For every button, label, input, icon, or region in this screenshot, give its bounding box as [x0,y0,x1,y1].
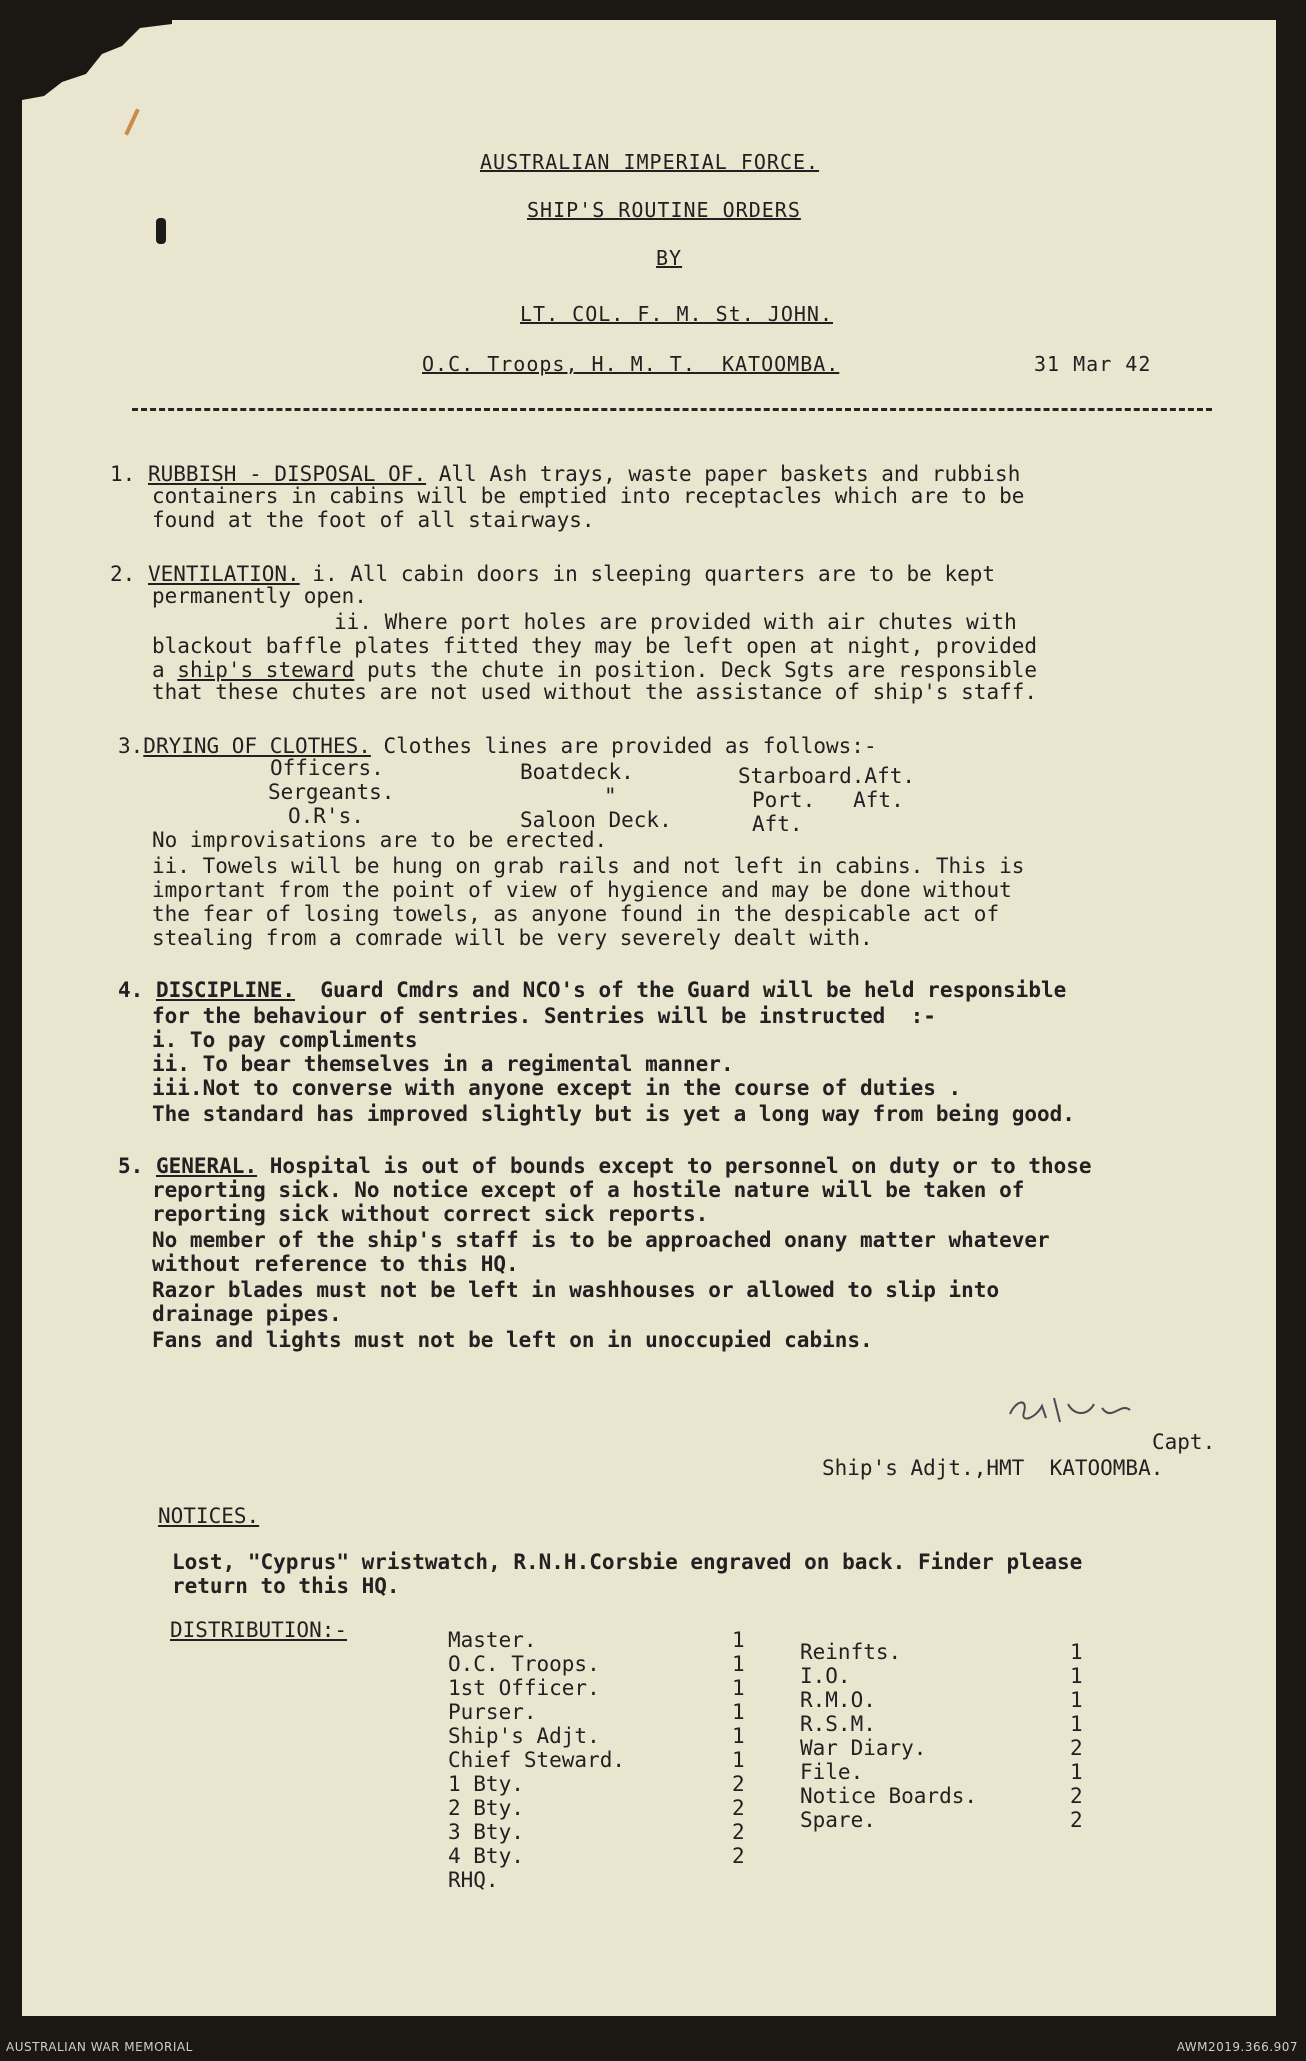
s5-line4: No member of the ship's staff is to be approached onany matter whatever [152,1228,1050,1252]
s4-title: DISCIPLINE. [155,978,296,1002]
distribution-right-item-qty: 1 [1070,1640,1083,1664]
s4-line6: The standard has improved slightly but is yet a long way from being good. [152,1102,1075,1126]
header-title: AUSTRALIAN IMPERIAL FORCE. [480,150,820,174]
s3-who: Officers. [270,756,384,780]
header-unit: O.C. Troops, H. M. T. KATOOMBA. [422,352,840,376]
s4-line4: ii. To bear themselves in a regimental manner. [152,1052,734,1076]
s1-line1 [110,462,1020,486]
distribution-left-item-name: 2 Bty. [448,1796,524,1820]
s3-line3: ii. Towels will be hung on grab rails and not left in cabins. This is [152,854,1025,878]
distribution-left-item-name: Chief Steward. [448,1748,626,1772]
s3-text1: Clothes lines are provided as follows:- [370,734,877,758]
distribution-right-item-qty: 1 [1070,1760,1083,1784]
distribution-right-item-qty: 1 [1070,1664,1083,1688]
distribution-right-item-qty: 1 [1070,1688,1083,1712]
header-officer: LT. COL. F. M. St. JOHN. [520,302,833,326]
distribution-right-item-qty: 1 [1070,1712,1083,1736]
s3-line2: No improvisations are to be erected. [152,828,608,852]
distribution-right-item-name: Spare. [800,1808,876,1832]
distribution-right-item-qty: 2 [1070,1784,1083,1808]
distribution-left-item-name: 1st Officer. [448,1676,600,1700]
s5-line8: Fans and lights must not be left on in unoccupied cabins. [152,1328,873,1352]
distribution-left-item-name: 1 Bty. [448,1772,524,1796]
distribution-right-item-qty: 2 [1070,1736,1083,1760]
distribution-left-item-qty: 1 [732,1676,745,1700]
s2-line1 [110,562,995,586]
s5-line5: without reference to this HQ. [152,1252,519,1276]
s3-row-ors-side: Aft. [752,812,803,836]
distribution-left-item-qty: 2 [732,1772,745,1796]
torn-corner [22,20,172,120]
footer-accession: AWM2019.366.907 [1176,2040,1298,2054]
s3-line4: important from the point of view of hygience and may be done without [152,878,1012,902]
ink-blot [156,218,166,244]
distribution-left-item-name: RHQ. [448,1868,499,1892]
distribution-right-item-name: War Diary. [800,1736,927,1760]
s2-line2: permanently open. [152,584,367,608]
distribution-left-item-qty: 1 [732,1652,745,1676]
header-subtitle: SHIP'S ROUTINE ORDERS [527,198,801,222]
distribution-left-item-qty: 1 [732,1748,745,1772]
s1-text1: All Ash trays, waste paper baskets and rubbish [426,462,1021,486]
s5-line1 [118,1154,1092,1178]
s5-line2: reporting sick. No notice except of a hostile nature will be taken of [152,1178,1025,1202]
s4-number: 4. [118,978,144,1002]
s5-number: 5. [118,1154,144,1178]
header-date: 31 Mar 42 [1034,352,1152,376]
distribution-left-item-name: 4 Bty. [448,1844,524,1868]
distribution-left-item-name: 3 Bty. [448,1820,524,1844]
signature-line: Ship's Adjt.,HMT KATOOMBA. [822,1456,1164,1480]
s2-number: 2. [110,562,136,586]
s4-line3: i. To pay compliments [152,1028,418,1052]
s2-line4: blackout baffle plates fitted they may be left open at night, provided [152,634,1038,658]
s3-row-sergeants-side: Port. Aft. [752,788,904,812]
document-page [22,20,1276,2016]
distribution-right-item-name: R.S.M. [800,1712,876,1736]
s3-number: 3. [118,734,144,758]
distribution-left-item-name: O.C. Troops. [448,1652,600,1676]
distribution-left-item-name: Master. [448,1628,537,1652]
distribution-right-item-name: Reinfts. [800,1640,902,1664]
s1-line2: containers in cabins will be emptied into receptacles which are to be [152,484,1025,508]
s5-line6: Razor blades must not be left in washhouses or allowed to slip into [152,1278,1000,1302]
s3-row-sergeants-where: " [604,784,617,808]
s3-row-sergeants: Sergeants. [268,780,395,804]
s3-row-ors-where: Saloon Deck. [520,808,672,832]
distribution-title: DISTRIBUTION:- [170,1618,348,1642]
distribution-left-item-name: Purser. [448,1700,537,1724]
distribution-left-item-qty: 2 [732,1796,745,1820]
s4-line2: for the behaviour of sentries. Sentries will be instructed :- [152,1004,936,1028]
signature-scribble [1002,1382,1172,1432]
s4-text1: Guard Cmdrs and NCO's of the Guard will be held responsible [295,978,1067,1002]
signature-rank: Capt. [1152,1430,1216,1454]
distribution-left-item-qty: 2 [732,1844,745,1868]
distribution-left-item-qty: 1 [732,1724,745,1748]
s2-text5a: a [152,658,178,682]
s5-line3: reporting sick without correct sick reports. [152,1202,709,1226]
distribution-right-item-name: Notice Boards. [800,1784,978,1808]
s3-line1 [118,734,877,758]
s4-line5: iii.Not to converse with anyone except in the course of duties . [152,1076,962,1100]
notices-title: NOTICES. [158,1504,260,1528]
distribution-right-item-name: I.O. [800,1664,851,1688]
distribution-right-item-name: R.M.O. [800,1688,876,1712]
s2-line5 [152,658,1037,682]
s3-row-officers-side: Starboard.Aft. [738,764,916,788]
s2-ships-steward: ship's steward [177,658,355,682]
notices-line2: return to this HQ. [172,1574,400,1598]
s3-line6: stealing from a comrade will be very severely dealt with. [152,926,873,950]
distribution-right-item-name: File. [800,1760,864,1784]
footer-credit: AUSTRALIAN WAR MEMORIAL [6,2040,193,2054]
s3-title: DRYING OF CLOTHES. [143,734,371,758]
s3-row-ors: O.R's. [288,804,364,828]
s3-row-officers-where: Boatdeck. [520,760,634,784]
s5-line7: drainage pipes. [152,1302,342,1326]
s1-line3: found at the foot of all stairways. [152,508,595,532]
s5-title: GENERAL. [155,1154,258,1178]
header-divider [132,408,1212,411]
s2-text5b: puts the chute in position. Deck Sgts are responsible [354,658,1038,682]
s3-line5: the fear of losing towels, as anyone found in the despicable act of [152,902,1000,926]
s3-row-officers [270,756,384,780]
s2-line6: that these chutes are not used without the assistance of ship's staff. [152,680,1038,704]
s2-text1: i. All cabin doors in sleeping quarters are to be kept [299,562,996,586]
distribution-left-item-qty: 1 [732,1628,745,1652]
s4-line1 [118,978,1066,1002]
s2-title: VENTILATION. [147,562,300,586]
distribution-left-item-qty: 1 [732,1700,745,1724]
notices-line1: Lost, "Cyprus" wristwatch, R.N.H.Corsbie engraved on back. Finder please [172,1550,1083,1574]
distribution-right-item-qty: 2 [1070,1808,1083,1832]
distribution-left-item-qty: 2 [732,1820,745,1844]
s5-text1: Hospital is out of bounds except to personnel on duty or to those [257,1154,1092,1178]
s1-number: 1. [110,462,136,486]
s2-line3: ii. Where port holes are provided with air chutes with [334,610,1017,634]
s1-title: RUBBISH - DISPOSAL OF. [147,462,427,486]
header-by: BY [656,246,683,270]
distribution-left-item-name: Ship's Adjt. [448,1724,600,1748]
